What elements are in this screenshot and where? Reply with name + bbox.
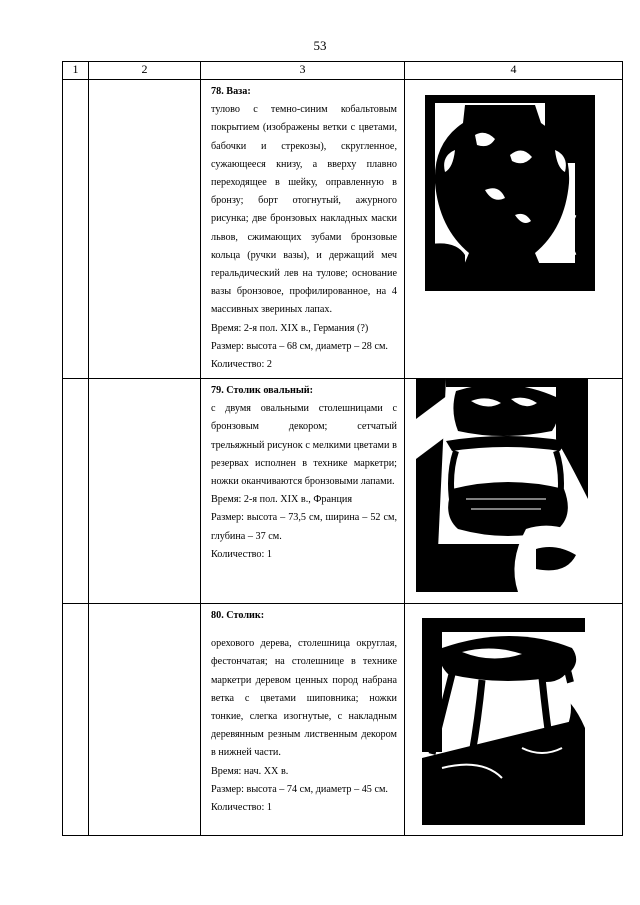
row-cell-description (201, 379, 405, 604)
oval-table-photo-icon (416, 379, 588, 592)
row-cell-number (63, 80, 89, 379)
vase-photo-icon (425, 95, 595, 291)
item-size: Размер: высота – 68 см, диаметр – 28 см. (211, 340, 388, 352)
item-time: Время: 2-я пол. XIX в., Германия (?) (211, 322, 369, 334)
item-title: 79. Столик овальный: (211, 385, 314, 396)
row-cell-photo (405, 379, 623, 604)
item-size: Размер: высота – 74 см, диаметр – 45 см. (211, 783, 388, 795)
table-row (63, 379, 623, 604)
table-header-row (63, 62, 623, 80)
table-row (63, 604, 623, 836)
item-description: тулово с темно-синим кобальтовым покрытием (изображены ветки с цветами, бабочки и стрекозы), скругленное, сужающееся книзу, а вверху плавно переходящее в шейку, оправленную в бронзу; борт отогнутый, ажурного рисунка; две бронзовых накладных маски львов, сжимающих зубами бронзовые кольца (ручки вазы), и держащий меч геральдический лев на тулове; основание вазы бронзовое, профилированное, на 4 массивных звериных лапах. (211, 104, 397, 316)
item-title: 80. Столик: (211, 610, 265, 621)
item-description: с двумя овальными столешницами с бронзовым декором; сетчатый трельяжный рисунок с мелкими цветами в резервах исполнен в технике маркетри; ножки оканчиваются бронзовыми лапами. (211, 403, 397, 488)
row-cell-number (63, 604, 89, 836)
row-cell-empty (89, 604, 201, 836)
table-row (63, 80, 623, 379)
row-cell-photo (405, 604, 623, 836)
item-quantity: Количество: 1 (211, 548, 272, 560)
page-number: 53 (313, 38, 327, 53)
row-cell-description (201, 604, 405, 836)
header-col-1: 1 (63, 62, 89, 80)
round-table-photo-icon (422, 618, 585, 825)
header-col-2: 2 (89, 62, 201, 80)
row-cell-photo (405, 80, 623, 379)
inventory-table (62, 61, 623, 836)
row-cell-description (201, 80, 405, 379)
item-quantity: Количество: 2 (211, 359, 272, 371)
item-time: Время: 2-я пол. XIX в., Франция (211, 494, 353, 506)
item-size: Размер: высота – 73,5 см, ширина – 52 см, глубина – 37 см. (211, 512, 397, 542)
row-cell-empty (89, 80, 201, 379)
item-quantity: Количество: 1 (211, 802, 272, 814)
row-cell-empty (89, 379, 201, 604)
header-col-3: 3 (201, 62, 405, 80)
row-cell-number (63, 379, 89, 604)
item-time: Время: нач. XX в. (211, 765, 289, 777)
item-description: орехового дерева, столешница округлая, фестончатая; на столешнице в технике маркетри деревом ценных пород набрана ветка с цветами шиповника; ножки тонкие, слегка изогнутые, с накладным деревянным резным лиственным декором в нижней части. (211, 638, 397, 759)
item-title: 78. Ваза: (211, 86, 251, 97)
header-col-4: 4 (405, 62, 623, 80)
